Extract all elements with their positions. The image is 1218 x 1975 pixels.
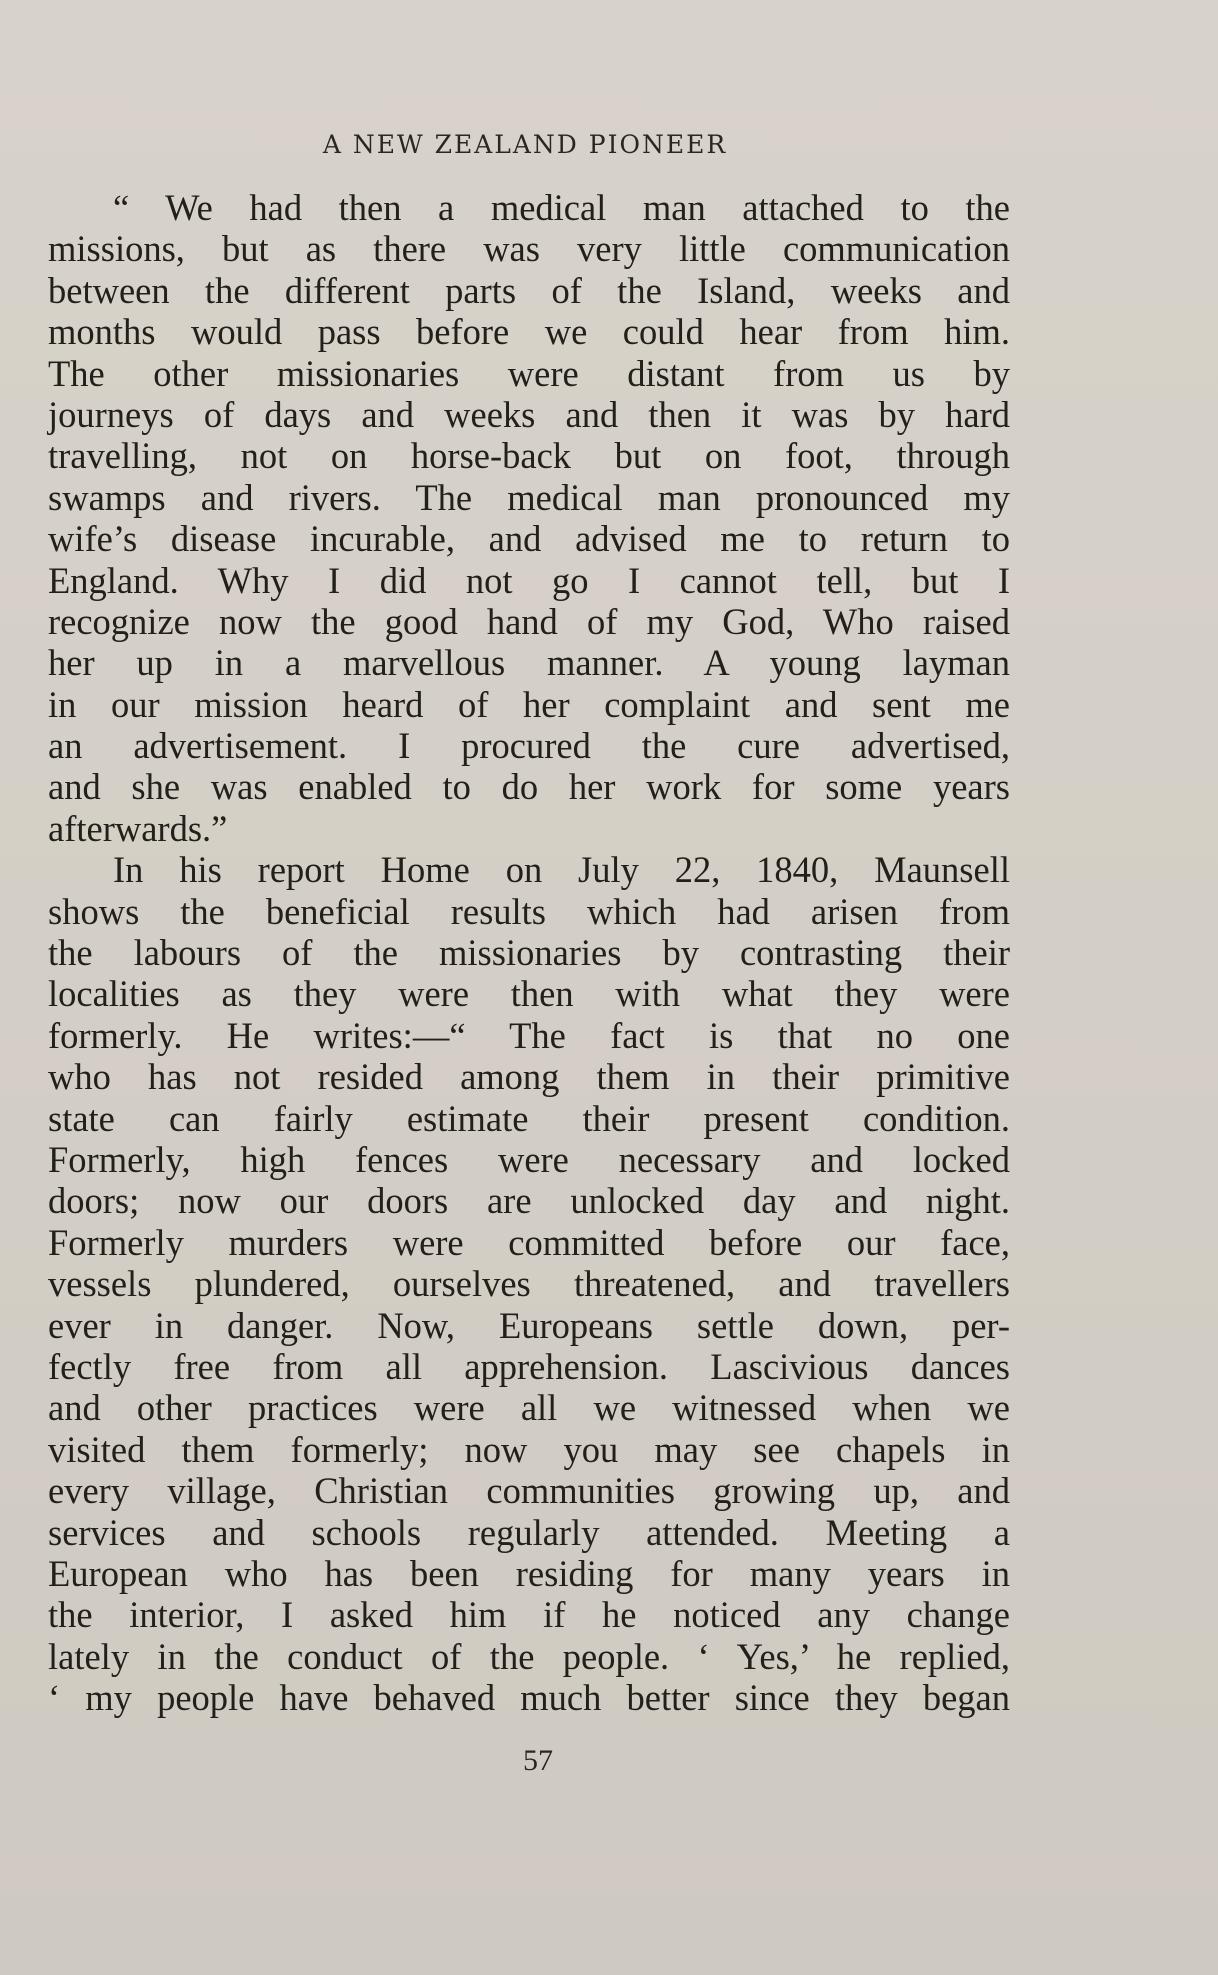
text-line: doors; now our doors are unlocked day and night. <box>48 1180 1010 1222</box>
text-line: who has not resided among them in their primitive <box>48 1056 1010 1098</box>
text-line: shows the beneficial results which had arisen from <box>48 890 1010 932</box>
text-line: and other practices were all we witnessed when we <box>48 1387 1010 1429</box>
text-line: ‘ my people have behaved much better since they began <box>48 1677 1010 1719</box>
text-line: journeys of days and weeks and then it was by hard <box>48 393 1010 435</box>
text-line: swamps and rivers. The medical man pronounced my <box>48 476 1010 518</box>
text-line: wife’s disease incurable, and advised me to return to <box>48 518 1010 560</box>
text-line: Formerly murders were committed before our face, <box>48 1221 1010 1263</box>
text-line: the labours of the missionaries by contrasting their <box>48 932 1010 974</box>
text-line: formerly. He writes:—“ The fact is that no one <box>48 1014 1010 1056</box>
text-line: The other missionaries were distant from us by <box>48 352 1010 394</box>
text-line: in our mission heard of her complaint and sent me <box>48 683 1010 725</box>
text-line: fectly free from all apprehension. Lascivious dances <box>48 1345 1010 1387</box>
text-line: every village, Christian communities growing up, and <box>48 1470 1010 1512</box>
text-line: travelling, not on horse-back but on foot, through <box>48 435 1010 477</box>
text-line: missions, but as there was very little communication <box>48 228 1010 270</box>
text-line: recognize now the good hand of my God, Who raised <box>48 600 1010 642</box>
text-line: services and schools regularly attended. Meeting a <box>48 1511 1010 1553</box>
text-line: “ We had then a medical man attached to the <box>113 187 1010 228</box>
text-line: and she was enabled to do her work for some years <box>48 766 1010 808</box>
body-text <box>48 187 1010 1718</box>
text-line: the interior, I asked him if he noticed any change <box>48 1594 1010 1636</box>
text-line: her up in a marvellous manner. A young layman <box>48 642 1010 684</box>
text-line: an advertisement. I procured the cure advertised, <box>48 725 1010 767</box>
text-line: In his report Home on July 22, 1840, Maunsell <box>113 849 1010 891</box>
page-number: 57 <box>523 1744 553 1777</box>
text-line: state can fairly estimate their present condition. <box>48 1097 1010 1139</box>
text-line: Formerly, high fences were necessary and locked <box>48 1138 1010 1180</box>
text-line: visited them formerly; now you may see chapels in <box>48 1428 1010 1470</box>
text-line: vessels plundered, ourselves threatened, and travellers <box>48 1263 1010 1305</box>
text-line: localities as they were then with what they were <box>48 973 1010 1015</box>
text-line: European who has been residing for many years in <box>48 1552 1010 1594</box>
text-line: England. Why I did not go I cannot tell, but I <box>48 559 1010 601</box>
text-line: months would pass before we could hear from him. <box>48 311 1010 353</box>
text-line: ever in danger. Now, Europeans settle down, per- <box>48 1304 1010 1346</box>
text-line: lately in the conduct of the people. ‘ Yes,’ he replied, <box>48 1635 1010 1677</box>
running-head: A NEW ZEALAND PIONEER <box>322 130 728 159</box>
paragraph <box>48 187 1010 849</box>
text-line: between the different parts of the Island, weeks and <box>48 269 1010 311</box>
paragraph <box>48 849 1010 1718</box>
text-line: afterwards.” <box>48 807 228 849</box>
